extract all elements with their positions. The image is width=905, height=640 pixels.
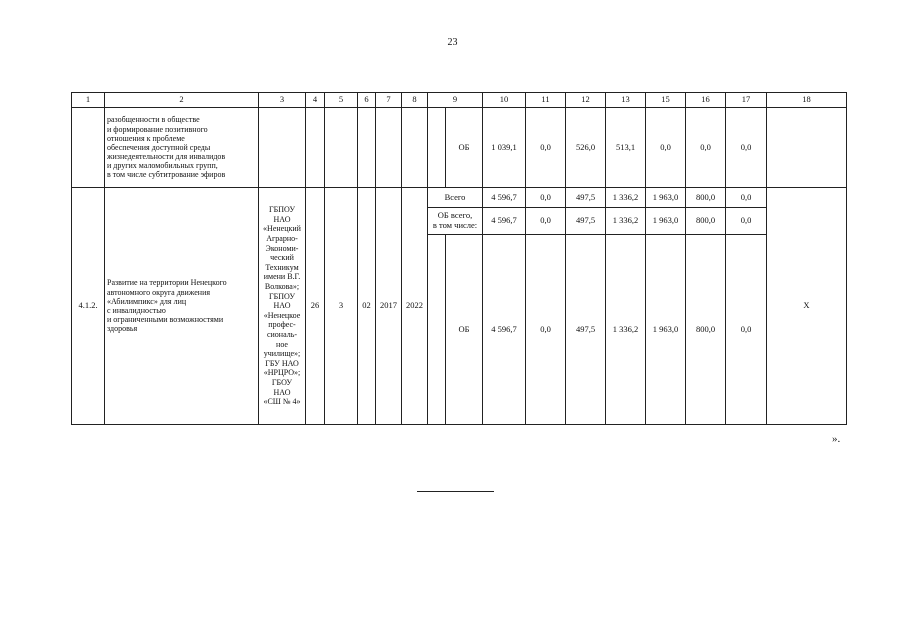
column-header: 13 (606, 93, 646, 108)
column-header: 7 (376, 93, 402, 108)
empty-cell (72, 108, 105, 188)
empty-cell (767, 108, 847, 188)
empty-cell (358, 108, 376, 188)
column-header: 6 (358, 93, 376, 108)
value-cell: 0,0 (686, 108, 726, 188)
budget-table (71, 92, 847, 425)
value-cell: 497,5 (566, 235, 606, 425)
column-header: 2 (105, 93, 259, 108)
value-cell: 1 963,0 (646, 235, 686, 425)
measure-description: разобщенности в обществе и формирование позитивного отношения к проблеме обеспечения доступной среды жизнедеятельности для инвалидов и других маломобильных групп, в том числе субтитрование эфиров (105, 108, 259, 188)
value-cell: 0,0 (526, 235, 566, 425)
value-cell: 4 596,7 (483, 188, 526, 208)
column-header: 18 (767, 93, 847, 108)
table-row (72, 188, 847, 208)
start-year: 2017 (376, 188, 402, 425)
empty-cell (428, 235, 446, 425)
column-header: 16 (686, 93, 726, 108)
column-header: 11 (526, 93, 566, 108)
column-header: 15 (646, 93, 686, 108)
column-header: 10 (483, 93, 526, 108)
end-year: 2022 (402, 188, 428, 425)
value-cell: 0,0 (726, 108, 767, 188)
value-cell: 0,0 (726, 208, 767, 235)
code-cell: 3 (325, 188, 358, 425)
column-header: 5 (325, 93, 358, 108)
value-cell: 497,5 (566, 188, 606, 208)
value-cell: 1 336,2 (606, 235, 646, 425)
value-cell: 1 336,2 (606, 188, 646, 208)
table-row (72, 108, 847, 188)
executors-cell: ГБПОУ НАО «Ненецкий Аграрно- Экономи- ческий Техникум имени В.Г. Волкова»; ГБПОУ НАО «Ненецкое профес- сиональ- ное училище»; ГБУ НАО «НРЦРО»; ГБОУ НАО «СШ № 4» (259, 188, 306, 425)
column-header: 1 (72, 93, 105, 108)
empty-cell (259, 108, 306, 188)
value-cell: 800,0 (686, 188, 726, 208)
closing-quote: ». (832, 433, 841, 445)
value-cell: 4 596,7 (483, 208, 526, 235)
header-row (72, 93, 847, 108)
page-number: 23 (447, 37, 458, 48)
value-cell: 1 963,0 (646, 208, 686, 235)
column-header: 4 (306, 93, 325, 108)
value-cell: 513,1 (606, 108, 646, 188)
measure-number: 4.1.2. (72, 188, 105, 425)
funding-source: ОБ (446, 108, 483, 188)
value-cell: 1 039,1 (483, 108, 526, 188)
empty-cell (376, 108, 402, 188)
funding-source: Всего (428, 188, 483, 208)
value-cell: 497,5 (566, 208, 606, 235)
value-cell: 4 596,7 (483, 235, 526, 425)
column-header: 9 (428, 93, 483, 108)
value-cell: 1 336,2 (606, 208, 646, 235)
value-cell: 0,0 (526, 188, 566, 208)
code-cell: 26 (306, 188, 325, 425)
column-header: 8 (402, 93, 428, 108)
measure-description: Развитие на территории Ненецкого автономного округа движения «Абилимпикс» для лиц с инвалидностью и ограниченными возможностями здоровья (105, 188, 259, 425)
value-cell: 0,0 (726, 235, 767, 425)
value-cell: 526,0 (566, 108, 606, 188)
funding-source: ОБ (446, 235, 483, 425)
footer-divider (417, 491, 494, 492)
column-header: 12 (566, 93, 606, 108)
empty-cell (325, 108, 358, 188)
value-cell: 0,0 (726, 188, 767, 208)
empty-cell (306, 108, 325, 188)
value-cell: 0,0 (526, 208, 566, 235)
column-header: 3 (259, 93, 306, 108)
empty-cell (402, 108, 428, 188)
marker-cell: Х (767, 188, 847, 425)
value-cell: 800,0 (686, 235, 726, 425)
empty-cell (428, 108, 446, 188)
funding-source: ОБ всего, в том числе: (428, 208, 483, 235)
value-cell: 800,0 (686, 208, 726, 235)
column-header: 17 (726, 93, 767, 108)
value-cell: 1 963,0 (646, 188, 686, 208)
code-cell: 02 (358, 188, 376, 425)
value-cell: 0,0 (646, 108, 686, 188)
value-cell: 0,0 (526, 108, 566, 188)
